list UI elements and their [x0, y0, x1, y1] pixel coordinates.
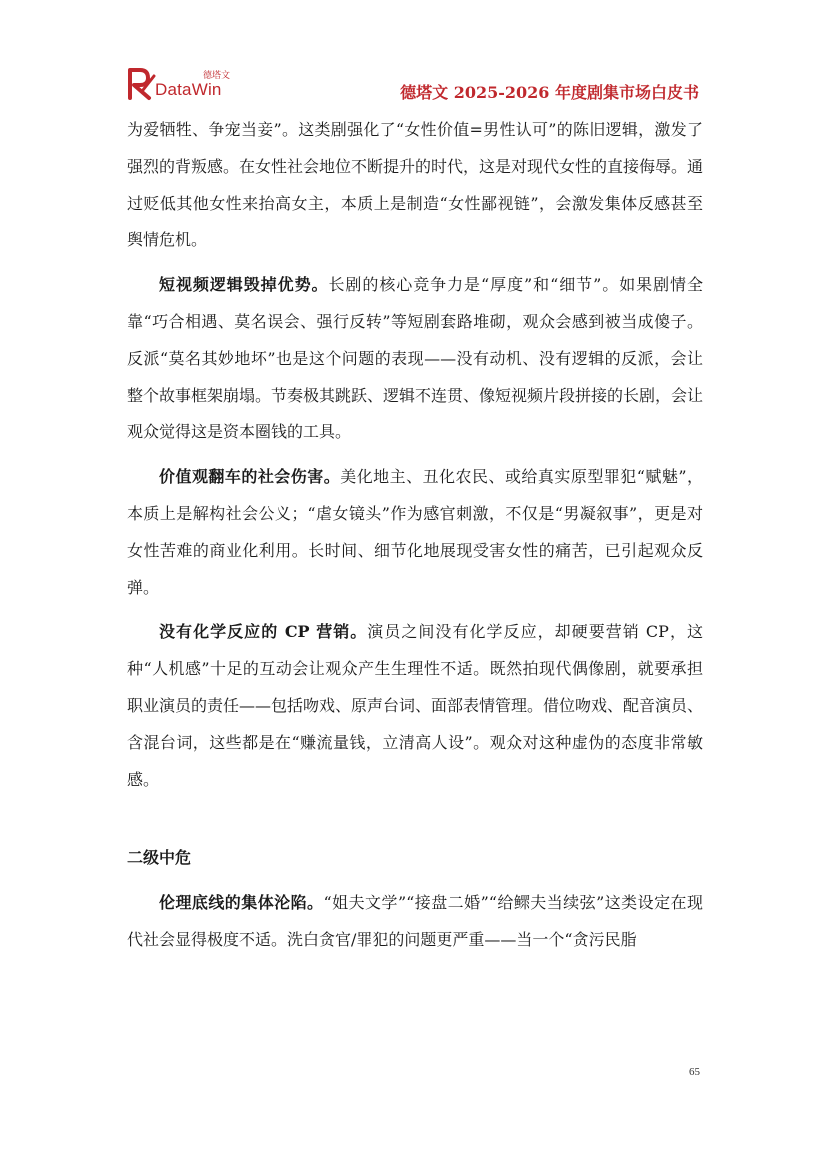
document-title: 德塔文 2025-2026 年度剧集市场白皮书 [400, 83, 699, 102]
paragraph-text: “姐夫文学”“接盘二婚”“给鳏夫当续弦”这类设定在现代社会显得极度不适。洗白贪官/罪犯的问题更严重——当一个“贪污民脂 [127, 893, 703, 949]
paragraph-1 [127, 112, 703, 259]
page-header [0, 0, 827, 110]
datawin-logo [127, 66, 239, 102]
paragraph-text: 为爱牺牲、争宠当妾”。这类剧强化了“女性价值=男性认可”的陈旧逻辑，激发了强烈的背叛感。在女性社会地位不断提升的时代，这是对现代女性的直接侮辱。通过贬低其他女性来抬高女主，本质上是制造“女性鄙视链”，会激发集体反感甚至舆情危机。 [127, 120, 704, 250]
paragraph-5 [127, 885, 703, 959]
paragraph-2 [127, 267, 703, 451]
paragraph-4 [127, 614, 703, 798]
paragraph-text: 演员之间没有化学反应，却硬要营销 CP，这种“人机感”十足的互动会让观众产生生理性不适。既然拍现代偶像剧，就要承担职业演员的责任——包括吻戏、原声台词、面部表情管理。借位吻戏、配音演员、含混台词，这些都是在“赚流量钱，立清高人设”。观众对这种虚伪的态度非常敏感。 [127, 622, 704, 789]
page-body [127, 112, 703, 959]
paragraph-3 [127, 459, 703, 606]
paragraph-text: 长剧的核心竞争力是“厚度”和“细节”。如果剧情全靠“巧合相遇、莫名误会、强行反转”等短剧套路堆砌，观众会感到被当成傻子。反派“莫名其妙地坏”也是这个问题的表现——没有动机、没有逻辑的反派，会让整个故事框架崩塌。节奏极其跳跃、逻辑不连贯、像短视频片段拼接的长剧，会让观众觉得这是资本圈钱的工具。 [127, 275, 704, 442]
logo-english-text: DataWin [155, 80, 222, 99]
datawin-logo-mark-icon [127, 66, 157, 102]
paragraph-text: 美化地主、丑化农民、或给真实原型罪犯“赋魅”，本质上是解构社会公义；“虐女镜头”作为感官刺激，不仅是“男凝叙事”，更是对女性苦难的商业化利用。长时间、细节化地展现受害女性的痛苦，已引起观众反弹。 [127, 467, 703, 597]
paragraph-lead: 伦理底线的集体沦陷。 [159, 893, 324, 913]
paragraph-lead: 价值观翻车的社会伤害。 [159, 467, 341, 487]
page-number: 65 [689, 1066, 700, 1078]
paragraph-lead: 没有化学反应的 CP 营销。 [159, 622, 368, 642]
section-heading: 二级中危 [127, 848, 192, 868]
paragraph-lead: 短视频逻辑毁掉优势。 [159, 275, 329, 295]
logo-chinese-text: 德塔文 [203, 71, 231, 81]
